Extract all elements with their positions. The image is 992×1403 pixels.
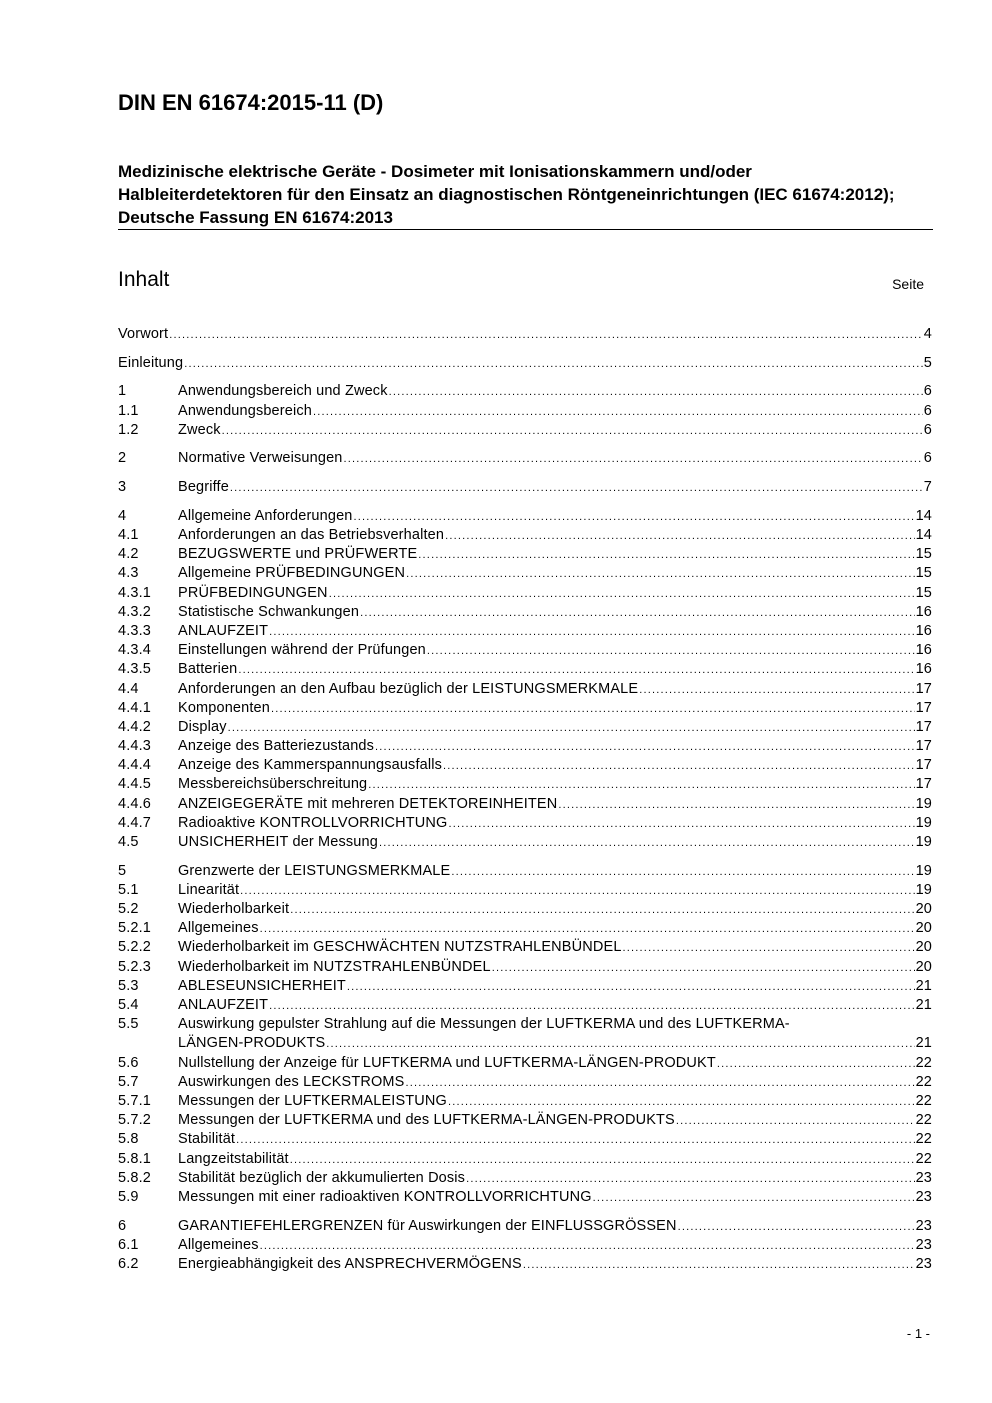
toc-entry-title: Wiederholbarkeit im GESCHWÄCHTEN NUTZSTRAHLENBÜNDEL: [178, 939, 622, 956]
toc-entry-page: 19: [915, 814, 932, 831]
toc-entry[interactable]: [118, 1151, 932, 1170]
toc-entry-title: Allgemeines: [178, 1236, 259, 1253]
toc-entry-number: 4.4.5: [118, 776, 151, 793]
table-of-contents: [118, 326, 932, 1275]
toc-entry-number: 1.1: [118, 402, 139, 419]
toc-entry-number: 5.2.1: [118, 920, 151, 937]
toc-leader-dots: [313, 406, 923, 418]
toc-entry[interactable]: [118, 1218, 932, 1237]
toc-entry-number: 5.7.1: [118, 1092, 151, 1109]
toc-entry-title: Wiederholbarkeit: [178, 901, 290, 918]
toc-entry-title: Begriffe: [178, 479, 229, 496]
toc-entry-title: Nullstellung der Anzeige für LUFTKERMA und LUFTKERMA-LÄNGEN-PRODUKT: [178, 1054, 716, 1071]
toc-entry[interactable]: [118, 508, 932, 527]
toc-entry-page: 6: [923, 421, 932, 438]
toc-entry-number: 5.8.1: [118, 1150, 151, 1167]
toc-entry-page: 19: [915, 795, 932, 812]
toc-leader-dots: [354, 511, 915, 523]
toc-entry-page: 23: [915, 1169, 932, 1186]
toc-entry[interactable]: [118, 796, 932, 815]
toc-entry-page: 14: [915, 527, 932, 543]
toc-entry-page: 17: [915, 699, 932, 716]
toc-entry-page: 23: [915, 1236, 932, 1253]
toc-entry-number: 5.5: [118, 1016, 139, 1033]
toc-entry-number: 4.4.4: [118, 757, 151, 774]
toc-leader-dots: [169, 329, 923, 341]
toc-entry-title: Auswirkung gepulster Strahlung auf die Messungen der LUFTKERMA und des LUFTKERMA-: [178, 1016, 790, 1033]
toc-leader-dots: [593, 1192, 915, 1204]
toc-entry-page: 6: [923, 402, 932, 419]
toc-entry-title: Linearität: [178, 881, 240, 898]
toc-entry-page: 22: [915, 1131, 932, 1148]
toc-entry[interactable]: [118, 546, 932, 565]
toc-leader-dots: [269, 1000, 914, 1012]
title-divider: [118, 229, 933, 230]
toc-leader-dots: [405, 1077, 914, 1089]
toc-entry[interactable]: [118, 834, 932, 853]
toc-entry-number: 4.4.7: [118, 814, 151, 831]
toc-entry[interactable]: [118, 776, 932, 795]
toc-leader-dots: [451, 866, 914, 878]
toc-leader-dots: [427, 645, 915, 657]
toc-entry-number: 5.2.3: [118, 958, 151, 975]
toc-entry-number: 4.3: [118, 565, 139, 582]
toc-entry-title: Wiederholbarkeit im NUTZSTRAHLENBÜNDEL: [178, 958, 491, 975]
toc-leader-dots: [523, 1259, 915, 1271]
toc-entry-title: Display: [178, 718, 227, 735]
toc-entry-title: ANZEIGEGERÄTE mit mehreren DETEKTOREINHEITEN: [178, 795, 558, 812]
toc-leader-dots: [448, 818, 914, 830]
toc-leader-dots: [445, 530, 914, 542]
toc-entry[interactable]: [118, 450, 932, 469]
toc-entry-number: 5.7.2: [118, 1112, 151, 1129]
toc-entry-number: 5.2: [118, 901, 139, 918]
toc-entry[interactable]: [118, 585, 932, 604]
toc-entry-page: 21: [915, 977, 932, 994]
toc-entry[interactable]: [118, 901, 932, 920]
toc-entry-page: 21: [915, 1035, 932, 1052]
toc-entry[interactable]: [118, 939, 932, 958]
toc-entry[interactable]: [118, 719, 932, 738]
toc-entry-title: Allgemeines: [178, 920, 259, 937]
toc-leader-dots: [466, 1173, 914, 1185]
toc-entry-page: 21: [915, 997, 932, 1013]
toc-entry-page: 19: [915, 881, 932, 898]
toc-leader-dots: [492, 962, 915, 974]
toc-entry-number: 4.3.4: [118, 642, 151, 659]
toc-entry-number: 1.2: [118, 421, 139, 438]
toc-leader-dots: [329, 588, 915, 600]
toc-entry-title: Vorwort: [118, 326, 169, 342]
toc-entry-title: Anforderungen an den Aufbau bezüglich der LEISTUNGSMERKMALE: [178, 680, 639, 697]
toc-entry[interactable]: [118, 997, 932, 1016]
toc-entry-title: Anwendungsbereich und Zweck: [178, 383, 388, 400]
toc-entry-number: 2: [118, 450, 127, 467]
toc-entry-title: Grenzwerte der LEISTUNGSMERKMALE: [178, 862, 451, 879]
toc-entry-page: 15: [915, 546, 932, 563]
toc-entry-title: Anwendungsbereich: [178, 402, 312, 419]
toc-entry-number: 3: [118, 479, 127, 496]
toc-entry-title: Statistische Schwankungen: [178, 603, 360, 620]
toc-entry-number: 4.4.1: [118, 699, 151, 716]
toc-entry-page: 23: [915, 1188, 932, 1205]
toc-entry[interactable]: [118, 1093, 932, 1112]
toc-entry-page: 23: [915, 1255, 932, 1272]
toc-entry-title: Auswirkungen des LECKSTROMS: [178, 1073, 405, 1090]
toc-entry[interactable]: [118, 815, 932, 834]
toc-entry-title: Messungen der LUFTKERMA und des LUFTKERMA-LÄNGEN-PRODUKTS: [178, 1112, 675, 1129]
toc-leader-dots: [448, 1096, 915, 1108]
toc-leader-dots: [360, 607, 914, 619]
page-number: - 1 -: [906, 1326, 930, 1341]
toc-entry[interactable]: [118, 1237, 932, 1256]
toc-entry[interactable]: [118, 1131, 932, 1150]
toc-entry[interactable]: [118, 661, 932, 680]
toc-entry[interactable]: [118, 1170, 932, 1189]
toc-entry[interactable]: [118, 1074, 932, 1093]
toc-entry[interactable]: [118, 642, 932, 661]
toc-entry[interactable]: [118, 757, 932, 776]
toc-entry-page: 5: [923, 354, 932, 371]
toc-entry-page: 17: [915, 776, 932, 793]
toc-entry-title: Anzeige des Batteriezustands: [178, 738, 375, 755]
toc-entry-page: 22: [915, 1112, 932, 1129]
toc-entry-number: 4.4: [118, 680, 139, 697]
toc-entry-page: 17: [915, 757, 932, 774]
toc-entry-title: Allgemeine PRÜFBEDINGUNGEN: [178, 565, 406, 582]
toc-entry-page: 20: [915, 939, 932, 956]
toc-entry-page: 22: [915, 1150, 932, 1167]
toc-leader-dots: [260, 1240, 915, 1252]
toc-entry-number: 5.8: [118, 1131, 139, 1148]
toc-entry-number: 4.3.2: [118, 603, 151, 620]
toc-leader-dots: [368, 779, 914, 791]
toc-entry-number: 4.4.6: [118, 795, 151, 812]
toc-entry[interactable]: [118, 959, 932, 978]
toc-entry-page: 7: [923, 479, 932, 496]
toc-entry-number: 5.6: [118, 1054, 139, 1071]
toc-entry-title: Langzeitstabilität: [178, 1150, 289, 1167]
toc-entry[interactable]: [118, 1189, 932, 1208]
toc-entry[interactable]: [118, 681, 932, 700]
toc-entry[interactable]: [118, 403, 932, 422]
toc-entry-title: Messungen der LUFTKERMALEISTUNG: [178, 1092, 447, 1109]
toc-entry-page: 22: [915, 1054, 932, 1071]
toc-entry-number: 4.3.5: [118, 661, 151, 678]
toc-entry-number: 6.2: [118, 1255, 139, 1272]
toc-entry-page: 17: [915, 738, 932, 755]
toc-entry-page: 19: [915, 834, 932, 850]
toc-leader-dots: [236, 1134, 914, 1146]
toc-entry[interactable]: [118, 1256, 932, 1275]
toc-leader-dots: [326, 1038, 914, 1050]
toc-leader-dots: [558, 799, 914, 811]
toc-entry[interactable]: [118, 700, 932, 719]
toc-entry[interactable]: [118, 920, 932, 939]
toc-entry-page: 19: [915, 862, 932, 879]
toc-entry-title: GARANTIEFEHLERGRENZEN für Auswirkungen der EINFLUSSGRÖSSEN: [178, 1217, 677, 1234]
toc-entry-number: 1: [118, 383, 127, 400]
toc-entry-title: Einleitung: [118, 354, 184, 371]
toc-leader-dots: [230, 482, 923, 494]
toc-entry-page: 16: [915, 603, 932, 620]
toc-entry-title: Messungen mit einer radioaktiven KONTROLLVORRICHTUNG: [178, 1188, 592, 1205]
toc-page-label: Seite: [892, 276, 924, 292]
toc-entry-title: Einstellungen während der Prüfungen: [178, 642, 426, 659]
toc-entry-title: Stabilität bezüglich der akkumulierten Dosis: [178, 1169, 466, 1186]
toc-entry[interactable]: [118, 479, 932, 498]
toc-entry-number: 5.7: [118, 1073, 139, 1090]
toc-leader-dots: [717, 1058, 915, 1070]
toc-entry-title: Stabilität: [178, 1131, 236, 1148]
toc-entry[interactable]: [118, 383, 932, 402]
toc-entry-title: Anzeige des Kammerspannungsausfalls: [178, 757, 442, 774]
toc-entry[interactable]: [118, 355, 932, 374]
toc-entry-number: 4.4.2: [118, 718, 151, 735]
toc-entry-number: 5.9: [118, 1188, 139, 1205]
toc-entry-number: 5: [118, 862, 127, 879]
toc-leader-dots: [269, 626, 914, 638]
toc-entry-title: ANLAUFZEIT: [178, 997, 269, 1013]
toc-leader-dots: [418, 549, 914, 561]
toc-entry-number: 5.1: [118, 881, 139, 898]
toc-entry-page: 6: [923, 450, 932, 467]
toc-entry-number: 4.3.1: [118, 584, 151, 601]
toc-entry-title: Messbereichsüberschreitung: [178, 776, 368, 793]
toc-entry-number: 5.4: [118, 997, 139, 1013]
toc-entry-page: 20: [915, 958, 932, 975]
toc-entry-number: 4.4.3: [118, 738, 151, 755]
toc-entry-number: 6.1: [118, 1236, 139, 1253]
toc-entry-page: 20: [915, 901, 932, 918]
toc-entry-title: LÄNGEN-PRODUKTS: [178, 1035, 326, 1052]
toc-entry-number: 5.2.2: [118, 939, 151, 956]
toc-entry-page: 16: [915, 661, 932, 678]
toc-entry[interactable]: [118, 882, 932, 901]
toc-leader-dots: [240, 885, 914, 897]
toc-leader-dots: [375, 741, 915, 753]
toc-entry-title: Komponenten: [178, 699, 270, 716]
toc-entry-page: 23: [915, 1217, 932, 1234]
toc-entry-number: 4.3.3: [118, 622, 151, 639]
toc-heading: Inhalt: [118, 268, 170, 291]
document-id: DIN EN 61674:2015-11 (D): [118, 90, 384, 115]
toc-entry-page: 16: [915, 622, 932, 639]
toc-entry-page: 15: [915, 584, 932, 601]
toc-entry[interactable]: [118, 527, 932, 546]
toc-leader-dots: [260, 923, 915, 935]
toc-entry-title: BEZUGSWERTE und PRÜFWERTE: [178, 546, 418, 563]
toc-entry-title: Radioaktive KONTROLLVORRICHTUNG: [178, 814, 448, 831]
toc-leader-dots: [443, 760, 915, 772]
toc-leader-dots: [271, 703, 915, 715]
toc-entry-title: ANLAUFZEIT: [178, 622, 269, 639]
toc-leader-dots: [406, 568, 914, 580]
toc-entry[interactable]: [118, 565, 932, 584]
toc-leader-dots: [290, 904, 914, 916]
toc-entry[interactable]: [118, 422, 932, 441]
toc-entry[interactable]: [118, 1112, 932, 1131]
toc-entry[interactable]: [118, 604, 932, 623]
toc-entry-page: 17: [915, 680, 932, 697]
toc-entry-title: ABLESEUNSICHERHEIT: [178, 977, 346, 994]
toc-leader-dots: [347, 981, 915, 993]
toc-entry-title: Normative Verweisungen: [178, 450, 343, 467]
toc-leader-dots: [678, 1221, 915, 1233]
toc-leader-dots: [228, 722, 915, 734]
toc-entry-page: 14: [915, 507, 932, 524]
toc-entry-number: 4.5: [118, 834, 139, 850]
toc-entry-page: 4: [923, 326, 932, 342]
toc-entry[interactable]: [118, 1035, 932, 1054]
toc-leader-dots: [222, 425, 923, 437]
toc-entry-page: 22: [915, 1092, 932, 1109]
toc-entry[interactable]: [118, 863, 932, 882]
toc-entry[interactable]: [118, 1016, 932, 1035]
toc-entry-page: 22: [915, 1073, 932, 1090]
toc-entry[interactable]: [118, 978, 932, 997]
toc-entry-number: 4.2: [118, 546, 139, 563]
toc-entry-title: Energieabhängigkeit des ANSPRECHVERMÖGENS: [178, 1255, 522, 1272]
toc-entry-title: Zweck: [178, 421, 221, 438]
toc-entry[interactable]: [118, 623, 932, 642]
toc-entry-page: 20: [915, 920, 932, 937]
toc-entry-title: UNSICHERHEIT der Messung: [178, 834, 378, 850]
toc-leader-dots: [676, 1115, 915, 1127]
toc-entry-number: 5.3: [118, 977, 139, 994]
toc-entry[interactable]: [118, 1055, 932, 1074]
toc-leader-dots: [623, 942, 915, 954]
toc-entry-number: 6: [118, 1217, 127, 1234]
toc-leader-dots: [639, 684, 914, 696]
document-subtitle: Medizinische elektrische Geräte - Dosimeter mit Ionisationskammern und/oder Halbleiterdetektoren für den Einsatz an diagnostischen Röntgeneinrichtungen (IEC 61674:2012); Deutsche Fassung EN 61674:2013: [118, 162, 895, 227]
toc-entry[interactable]: [118, 326, 932, 345]
toc-entry-page: 6: [923, 383, 932, 400]
toc-entry-page: 15: [915, 565, 932, 582]
toc-entry-title: Allgemeine Anforderungen: [178, 507, 353, 524]
toc-entry-number: 4: [118, 507, 127, 524]
toc-leader-dots: [184, 358, 923, 370]
toc-leader-dots: [344, 453, 923, 465]
toc-leader-dots: [290, 1154, 915, 1166]
toc-leader-dots: [389, 386, 923, 398]
toc-entry-number: 5.8.2: [118, 1169, 151, 1186]
toc-entry-title: Batterien: [178, 661, 238, 678]
toc-leader-dots: [379, 837, 915, 849]
toc-entry-title: PRÜFBEDINGUNGEN: [178, 584, 328, 601]
toc-entry-number: 4.1: [118, 527, 139, 543]
toc-entry-page: 17: [915, 718, 932, 735]
toc-entry-title: Anforderungen an das Betriebsverhalten: [178, 527, 445, 543]
toc-leader-dots: [238, 664, 914, 676]
toc-entry[interactable]: [118, 738, 932, 757]
toc-entry-page: 16: [915, 642, 932, 659]
